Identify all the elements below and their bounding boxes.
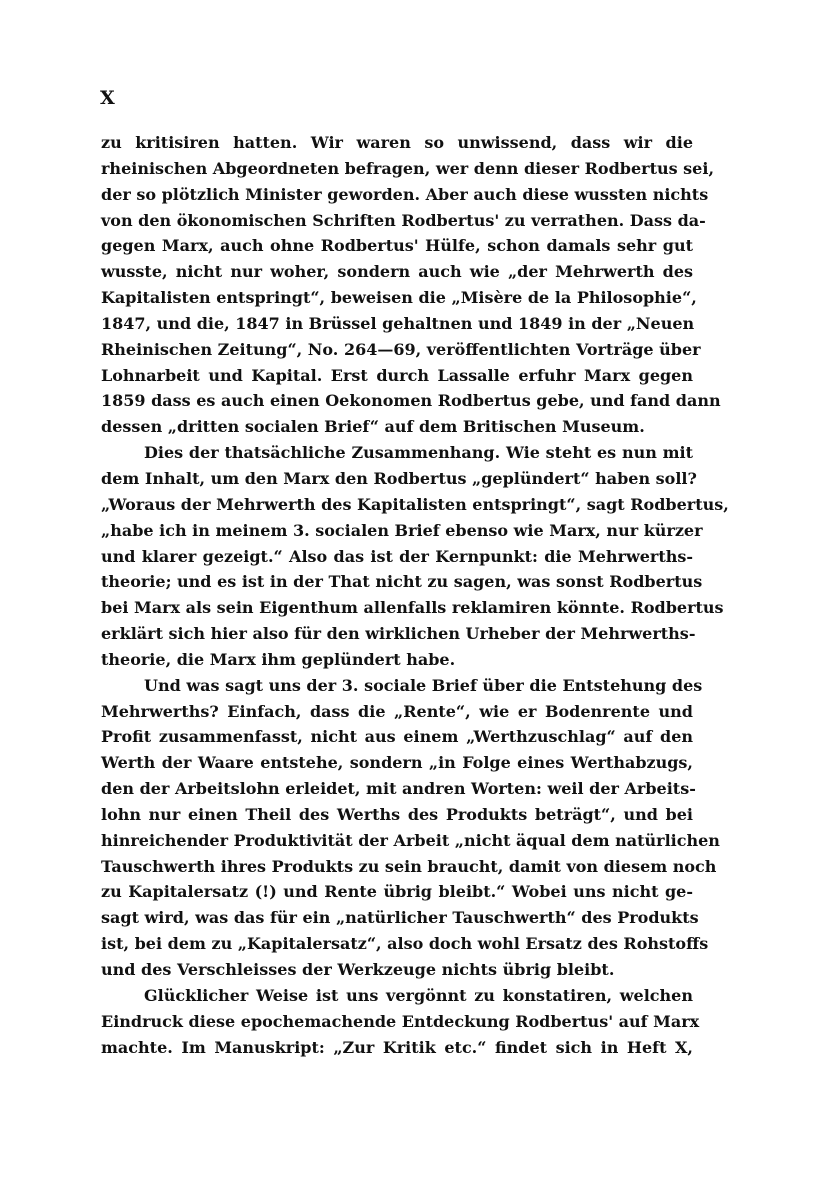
text-line: Glücklicher Weise ist uns vergönnt zu konstatiren, welchen (144, 985, 693, 1005)
text-line: den der Arbeitslohn erleidet, mit andren Worten: weil der Arbeits- (101, 779, 696, 799)
body-text (101, 130, 729, 1060)
text-line: Tauschwerth ihres Produkts zu sein braucht, damit von diesem noch (101, 856, 717, 876)
text-line: rheinischen Abgeordneten befragen, wer denn dieser Rodbertus sei, (101, 158, 715, 178)
text-line: dem Inhalt, um den Marx den Rodbertus „geplündert“ haben soll? (101, 468, 697, 488)
text-line: Lohnarbeit und Kapital. Erst durch Lassalle erfuhr Marx gegen (101, 365, 693, 385)
text-line: theorie; und es ist in der That nicht zu sagen, was sonst Rodbertus (101, 572, 703, 592)
text-line: und des Verschleisses der Werkzeuge nichts übrig bleibt. (101, 960, 615, 979)
text-line: 1847, und die, 1847 in Brüssel gehaltnen und 1849 in der „Neuen (101, 313, 695, 333)
text-line: Werth der Waare entstehe, sondern „in Folge eines Werthabzugs, (101, 753, 693, 773)
text-line: Profit zusammenfasst, nicht aus einem „Werthzuschlag“ auf den (101, 727, 693, 747)
text-line: zu Kapitalersatz (!) und Rente übrig bleibt.“ Wobei uns nicht ge- (101, 882, 693, 902)
text-line: sagt wird, was das für ein „natürlicher Tauschwerth“ des Produkts (101, 908, 699, 928)
text-line: zu kritisiren hatten. Wir waren so unwissend, dass wir die (101, 133, 693, 152)
text-line: Kapitalisten entspringt“, beweisen die „Misère de la Philosophie“, (101, 288, 697, 308)
text-line: theorie, die Marx ihm geplündert habe. (101, 649, 456, 669)
text-line: erklärt sich hier also für den wirklichen Urheber der Mehrwerths- (101, 624, 696, 644)
text-line: gegen Marx, auch ohne Rodbertus' Hülfe, schon damals sehr gut (101, 236, 693, 256)
text-line: Eindruck diese epochemachende Entdeckung Rodbertus' auf Marx (101, 1011, 700, 1031)
text-line: Rheinischen Zeitung“, No. 264—69, veröffentlichten Vorträge über (101, 339, 701, 359)
text-line: lohn nur einen Theil des Werths des Produkts beträgt“, und bei (101, 804, 693, 824)
text-line: Und was sagt uns der 3. sociale Brief über die Entstehung des (144, 675, 703, 695)
text-line: machte. Im Manuskript: „Zur Kritik etc.“ findet sich in Heft X, (101, 1037, 693, 1057)
text-line: hinreichender Produktivität der Arbeit „nicht äqual dem natürlichen (101, 830, 720, 850)
text-line: dessen „dritten socialen Brief“ auf dem Britischen Museum. (101, 417, 645, 437)
text-line: „habe ich in meinem 3. socialen Brief ebenso wie Marx, nur kürzer (101, 520, 703, 540)
text-line: der so plötzlich Minister geworden. Aber auch diese wussten nichts (101, 184, 709, 204)
text-line: Mehrwerths? Einfach, dass die „Rente“, wie er Bodenrente und (101, 701, 693, 721)
text-line: 1859 dass es auch einen Oekonomen Rodbertus gebe, und fand dann (101, 391, 721, 411)
text-line: Dies der thatsächliche Zusammenhang. Wie steht es nun mit (144, 443, 693, 463)
text-line: ist, bei dem zu „Kapitalersatz“, also doch wohl Ersatz des Rohstoffs (101, 934, 709, 954)
text-line: wusste, nicht nur woher, sondern auch wie „der Mehrwerth des (101, 262, 693, 282)
text-line: und klarer gezeigt.“ Also das ist der Kernpunkt: die Mehrwerths- (101, 546, 693, 566)
text-line: von den ökonomischen Schriften Rodbertus' zu verrathen. Dass da- (101, 210, 706, 230)
text-line: bei Marx als sein Eigenthum allenfalls reklamiren könnte. Rodbertus (101, 598, 724, 618)
page-number: X (100, 87, 115, 109)
text-line: „Woraus der Mehrwerth des Kapitalisten entspringt“, sagt Rodbertus, (101, 494, 729, 514)
